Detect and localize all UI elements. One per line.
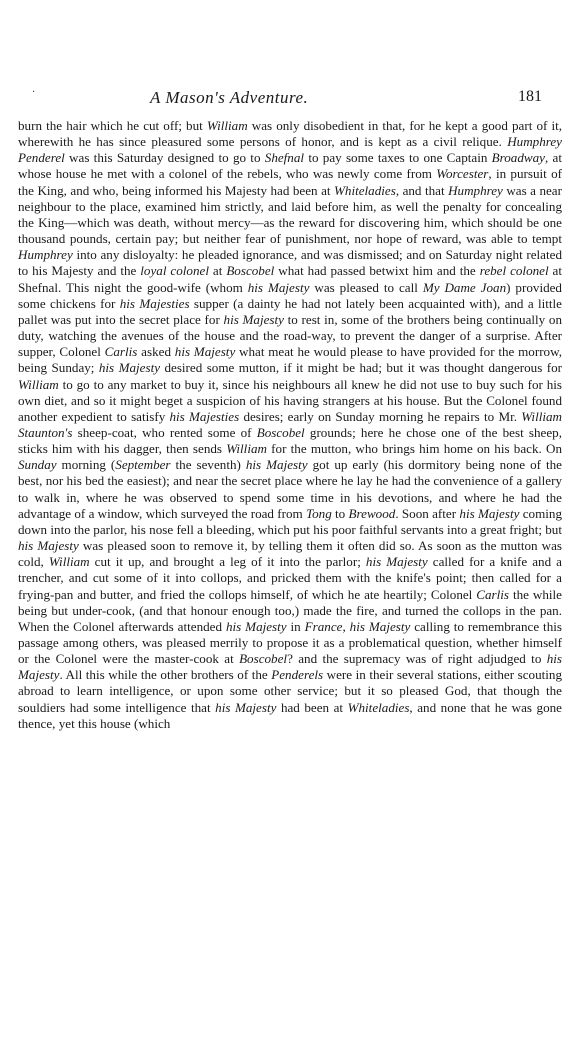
italic-run: Humphrey	[18, 247, 73, 263]
text-run: called for a knife and a trencher, and cut some of it into collops, and pricked them with the knife's point; then called for a frying-pan and butter, and fried the collops himself, of which he ate heartily; Colonel	[18, 554, 562, 602]
italic-run: September	[115, 457, 171, 473]
text-run: cut it up, and brought a leg of it into the parlor;	[89, 554, 366, 570]
text-run: the while being but under-cook, (and that honour enough too,) made the fire, and turned the collops in the pan. When the Colonel afterwards attended	[18, 586, 562, 634]
italic-run: his Majesty	[349, 618, 411, 634]
italic-run: William	[48, 554, 90, 570]
italic-run: his Majesty	[174, 344, 236, 360]
italic-run: Penderels	[271, 667, 324, 683]
italic-run: Carlis	[476, 586, 510, 602]
text-run: calling to remembrance this passage among others, was pleased merrily to propose it as a problematical question, whether himself or the Colonel were the master-cook at	[18, 618, 562, 667]
italic-run: rebel colonel	[479, 263, 549, 279]
text-run: the seventh)	[170, 457, 246, 473]
text-run: grounds; here he chose one of the best sheep, sticks him with his dagger, then sends	[18, 424, 562, 457]
italic-run: his Majesty	[225, 618, 287, 634]
italic-run: Humphrey	[448, 182, 503, 198]
text-run: , in pursuit of the King, and who, being informed his Majesty had been at	[18, 166, 563, 198]
page-number: 181	[518, 88, 542, 105]
text-run: . Soon after	[395, 505, 460, 521]
italic-run: Sunday	[18, 457, 57, 473]
text-run: at Shefnal. This night the good-wife (whom	[18, 263, 563, 295]
italic-run: Boscobel	[226, 263, 275, 279]
text-run: , at whose house he met with a colonel of the rebels, who was newly come from	[18, 150, 562, 182]
text-run: ,	[342, 618, 350, 634]
text-run: in	[286, 618, 305, 634]
text-run: were in their several stations, either scouting abroad to learn intelligence, or upon some other service; but it so pleased God, that though the souldiers had some intelligence that	[18, 667, 562, 715]
text-run: to go to any market to buy it, since his neighbours all knew he did not use to buy such for his own diet, and so it might beget a suspicion of his having strangers at his house. But the Colonel found another expedient to satisfy	[18, 376, 562, 424]
body-text	[18, 118, 562, 732]
italic-run: his Majesty	[18, 538, 79, 554]
italic-run: William	[206, 118, 248, 133]
italic-run: Boscobel	[239, 651, 288, 667]
text-run: burn the hair which he cut off; but	[18, 118, 207, 133]
italic-run: his Majesty	[247, 279, 310, 295]
italic-run: Humphrey Penderel	[18, 134, 562, 166]
italic-run: Tong	[306, 505, 332, 521]
text-run: what meat he would please to have provided for the morrow, being Sunday;	[18, 344, 562, 376]
text-run: ? and the supremacy was of right adjudged to	[287, 651, 547, 667]
italic-run: his Majesties	[169, 408, 240, 424]
italic-run: his Majesty	[98, 360, 161, 376]
text-run: was this Saturday designed to go to	[64, 150, 265, 166]
italic-run: his Majesty	[365, 554, 428, 570]
italic-run: his Majesty	[18, 651, 562, 683]
text-run: desires; early on Sunday morning he repairs to Mr.	[239, 408, 522, 424]
text-run: morning (	[56, 457, 116, 473]
italic-run: Whiteladies	[347, 699, 410, 715]
text-run: what had passed betwixt him and the	[274, 263, 480, 279]
italic-run: Broadway	[491, 150, 545, 166]
italic-run: Boscobel	[256, 424, 305, 440]
corner-mark: .	[32, 84, 36, 95]
italic-run: his Majesties	[119, 295, 190, 311]
italic-run: William	[226, 441, 267, 457]
text-run: had been at	[276, 699, 348, 715]
text-run: asked	[137, 344, 175, 360]
italic-run: Carlis	[104, 344, 138, 360]
text-run: was pleased to call	[309, 279, 423, 295]
text-run: was only disobedient in that, for he kept a good part of it, wherewith he has since pleasured some persons of honor, and is kept as a civil relique.	[18, 118, 563, 150]
text-run: was pleased soon to remove it, by telling them it often did so. As soon as the mutton was cold,	[18, 538, 562, 570]
text-run: desired some mutton, if it might be had; but it was thought dangerous for	[160, 360, 562, 376]
text-run: , and that	[395, 182, 449, 198]
text-run: into any disloyalty: he pleaded ignorance, and was dismissed; and on Saturday night related to his Majesty and the	[18, 247, 562, 279]
text-run: to pay some taxes to one Captain	[304, 150, 492, 166]
text-run: was a near neighbour to the place, examined him strictly, and laid before him, as well the penalty for concealing the King—which was death, without mercy—as the reward for discovering him, which should be one thousand pounds, certain pay; but neither fear of punishment, nor hope of reward, was able to tempt	[18, 182, 562, 247]
text-run: to rest in, some of the brothers being continually on duty, watching the avenues of the house and the road-way, to prevent the danger of a surprise. After supper, Colonel	[18, 311, 563, 360]
text-run: . All this while the other brothers of the	[59, 667, 272, 683]
italic-run: My Dame Joan	[422, 279, 507, 295]
text-run: at	[208, 263, 227, 279]
text-run: for the mutton, who brings him home on his back. On	[266, 441, 562, 457]
running-head: A Mason's Adventure.	[150, 88, 309, 107]
text-run: coming down into the parlor, his nose fell a bleeding, which put his poor faithful servants into a great fright; but	[18, 505, 562, 537]
italic-run: his Majesty	[215, 699, 277, 715]
text-run: to	[331, 505, 349, 521]
italic-run: France	[304, 618, 343, 634]
text-run: , and none that he was gone thence, yet this house (which	[18, 699, 562, 731]
italic-run: William Staunton's	[18, 408, 562, 440]
italic-run: Whiteladies	[334, 182, 396, 198]
body-paragraph	[18, 118, 562, 732]
italic-run: his Majesty	[223, 311, 284, 327]
italic-run: Brewood	[348, 505, 396, 521]
italic-run: Shefnal	[264, 150, 305, 166]
italic-run: his Majesty	[459, 505, 520, 521]
text-run: sheep-coat, who rented some of	[72, 424, 257, 440]
italic-run: Worcester	[436, 166, 489, 182]
italic-run: his Majesty	[245, 457, 308, 473]
text-run: got up early (his dormitory being none of the best, nor his bed the easiest); and near the secret place where he lay he had the convenience of a gallery to walk in, where he was observed to spend some time in his devotions, and where he had the advantage of a window, which surveyed the road from	[18, 457, 562, 521]
text-run: supper (a dainty he had not lately been acquainted with), and a little pallet was put into the secret place for	[18, 295, 562, 327]
italic-run: loyal colonel	[140, 263, 209, 279]
italic-run: William	[18, 376, 59, 392]
text-run: ) provided some chickens for	[18, 279, 562, 311]
